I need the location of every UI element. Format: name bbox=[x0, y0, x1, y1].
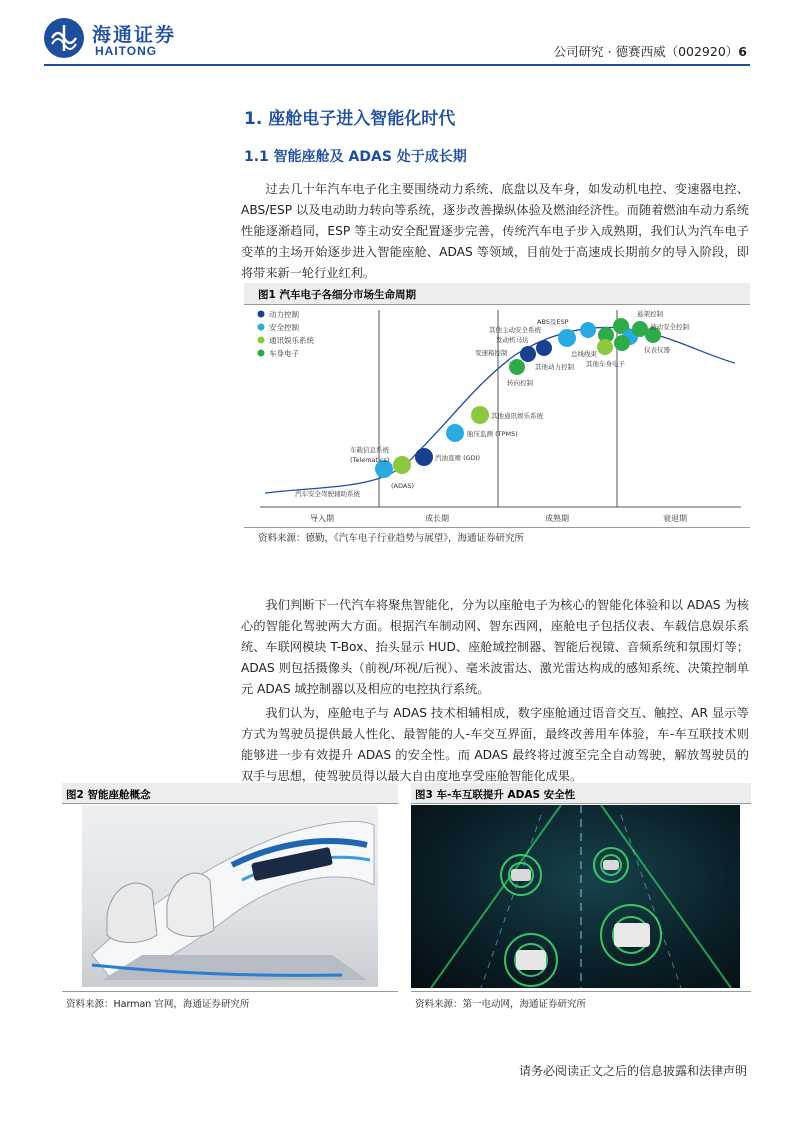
figure3-source: 资料来源：第一电动网，海通证券研究所 bbox=[415, 999, 587, 1010]
label-instruments: 仪表仪器 bbox=[644, 346, 670, 354]
subsection-heading: 1.1 智能座舱及 ADAS 处于成长期 bbox=[244, 149, 467, 165]
figure2-bottom-rule bbox=[62, 991, 398, 992]
figure1-title-bar bbox=[244, 283, 750, 305]
footer-disclaimer: 请务必阅读正文之后的信息披露和法律声明 bbox=[518, 1064, 747, 1078]
legend-marker-power bbox=[258, 311, 265, 318]
figure2-title-bar bbox=[62, 783, 398, 804]
header-company-text: 公司研究 · 德赛西威（002920） bbox=[553, 44, 739, 59]
paragraph-1-text: 过去几十年汽车电子化主要围绕动力系统、底盘以及车身，如发动机电控、变速器电控、ABS/ESP 以及电动助力转向等系统，逐步改善操纵体验及燃油经济性。而随着燃油车动力系统性能逐渐趋同，ESP 等主动安全配置逐步完善，传统汽车电子步入成熟期，我们认为汽车电子变革的主场开始逐步进入智能座舱、ADAS 等领域，目前处于高速成长期前夕的导入阶段，即将带来新一轮行业红利。 bbox=[241, 182, 749, 280]
legend-label-safety: 安全控制 bbox=[269, 323, 299, 332]
point-instruments bbox=[614, 335, 630, 351]
figure1-title: 图1 汽车电子各细分市场生命周期 bbox=[258, 289, 416, 301]
label-steering: 转向控制 bbox=[507, 379, 533, 387]
label-passive-safety: 被动安全控制 bbox=[650, 323, 689, 331]
paragraph-3 bbox=[241, 703, 749, 787]
figure2-title: 图2 智能座舱概念 bbox=[66, 789, 151, 801]
label-engine-motor: 发动机马达 bbox=[496, 336, 529, 344]
label-telematics-en: (Telematics) bbox=[350, 456, 390, 464]
label-adas-system: 汽车安全驾驶辅助系统 bbox=[295, 490, 360, 498]
logo-chinese-name: 海通证券 bbox=[92, 24, 177, 46]
point-transmission bbox=[520, 346, 536, 362]
figure3-title-bar bbox=[411, 783, 751, 804]
label-tpms: 胎压监测 (TPMS) bbox=[467, 430, 518, 438]
point-other-power bbox=[536, 340, 552, 356]
point-telematics bbox=[393, 456, 411, 474]
stage-label-decline: 衰退期 bbox=[663, 514, 687, 523]
header-report-info bbox=[554, 42, 747, 60]
label-other-body: 其他车身电子 bbox=[586, 360, 625, 368]
figure2-source: 资料来源：Harman 官网，海通证券研究所 bbox=[66, 999, 250, 1010]
figure3-title: 图3 车-车互联提升 ADAS 安全性 bbox=[415, 789, 576, 801]
legend-label-infotainment: 通讯娱乐系统 bbox=[269, 336, 314, 345]
stage-label-intro: 导入期 bbox=[310, 514, 334, 523]
point-abs-esp bbox=[558, 329, 576, 347]
point-tpms bbox=[446, 424, 464, 442]
label-other-infotainment: 其他通讯娱乐系统 bbox=[491, 412, 543, 420]
logo-english-name: HAITONG bbox=[95, 44, 158, 58]
label-other-power: 其他动力控制 bbox=[535, 363, 574, 371]
point-other-infotainment bbox=[471, 406, 489, 424]
smart-cockpit-photo bbox=[82, 805, 378, 987]
chart-legend bbox=[258, 309, 315, 358]
paragraph-2 bbox=[241, 595, 749, 700]
page-number: 6 bbox=[738, 44, 747, 59]
section-heading: 1. 座舱电子进入智能化时代 bbox=[244, 109, 456, 129]
v2v-road-photo bbox=[411, 805, 740, 988]
figure3-bottom-rule bbox=[411, 991, 751, 992]
label-adas: (ADAS) bbox=[391, 482, 414, 490]
label-telematics: 车载信息系统 bbox=[350, 446, 389, 454]
label-bus-harness: 总线线束 bbox=[571, 350, 597, 358]
point-other-body bbox=[597, 339, 613, 355]
label-suspension: 悬架控制 bbox=[637, 310, 663, 318]
label-transmission: 变速箱控制 bbox=[475, 349, 508, 357]
legend-label-body: 车身电子 bbox=[269, 349, 299, 358]
legend-marker-body bbox=[258, 350, 265, 357]
label-other-active-safety: 其他主动安全系统 bbox=[489, 326, 541, 334]
header-divider bbox=[44, 64, 750, 66]
stage-label-mature: 成熟期 bbox=[545, 514, 569, 523]
haitong-logo-icon bbox=[44, 18, 84, 58]
point-other-active-safety bbox=[580, 322, 596, 338]
label-gdi: 汽油直喷 (GDI) bbox=[435, 454, 481, 462]
stage-label-growth: 成长期 bbox=[425, 514, 449, 523]
figure1-bottom-rule bbox=[244, 527, 750, 528]
paragraph-1 bbox=[241, 179, 749, 284]
paragraph-3-text: 我们认为，座舱电子与 ADAS 技术相辅相成，数字座舱通过语音交互、触控、AR 显示等方式为驾驶员提供最人性化、最智能的人-车交互界面，最终改善用车体验，车-车互联技术则能够进一步有效提升 ADAS 的安全性。而 ADAS 最终将过渡至完全自动驾驶，解放驾驶员的双手与思想，使驾驶员得以最大自由度地享受座舱智能化成果。 bbox=[241, 706, 749, 783]
figure1-source: 资料来源：德勤，《汽车电子行业趋势与展望》，海通证券研究所 bbox=[258, 533, 525, 544]
legend-marker-safety bbox=[258, 324, 265, 331]
legend-marker-infotainment bbox=[258, 337, 265, 344]
point-steering bbox=[509, 359, 525, 375]
point-gdi bbox=[415, 448, 433, 466]
label-abs-esp: ABS及ESP bbox=[537, 318, 569, 326]
lifecycle-chart bbox=[255, 305, 755, 527]
paragraph-2-text: 我们判断下一代汽车将聚焦智能化，分为以座舱电子为核心的智能化体验和以 ADAS 为核心的智能化驾驶两大方面。根据汽车制动网、智东西网，座舱电子包括仪表、车载信息娱乐系统、车联网模块 T-Box、抬头显示 HUD、座舱域控制器、智能后视镜、音频系统和氛围灯等；ADAS 则包括摄像头（前视/环视/后视）、毫米波雷达、激光雷达构成的感知系统、决策控制单元 ADAS 域控制器以及相应的电控执行系统。 bbox=[241, 598, 749, 696]
legend-label-power: 动力控制 bbox=[269, 310, 299, 319]
